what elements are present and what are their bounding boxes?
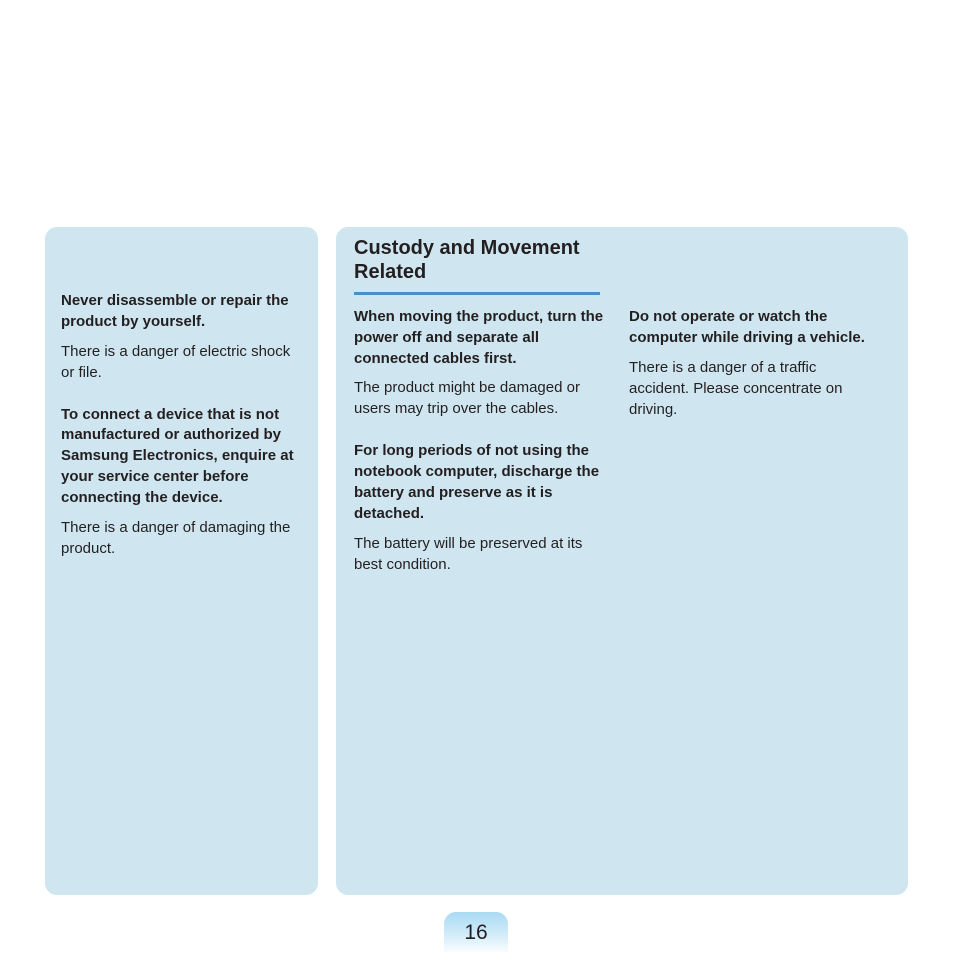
custody-column-2 [629, 307, 869, 442]
warning-heading: Never disassemble or repair the product by yourself. [61, 292, 289, 330]
warning-body: There is a danger of electric shock or file. [61, 342, 291, 381]
custody-column-1 [354, 307, 604, 597]
page-number: 16 [464, 921, 488, 944]
warning-body: There is a danger of a traffic accident. Please concentrate on driving. [629, 358, 843, 418]
warning-heading: Do not operate or watch the computer while driving a vehicle. [629, 308, 865, 346]
warning-heading: To connect a device that is not manufactured or authorized by Samsung Electronics, enquire at your service center before connecting the device. [61, 405, 294, 506]
left-warning-panel [45, 227, 318, 895]
left-warning-column [61, 291, 303, 581]
warning-body: The product might be damaged or users may trip over the cables. [354, 379, 580, 418]
custody-movement-panel [336, 227, 908, 895]
page-number-tab [444, 912, 508, 954]
warning-body: There is a danger of damaging the product. [61, 518, 291, 557]
warning-body: The battery will be preserved at its best condition. [354, 534, 583, 573]
warning-heading: For long periods of not using the notebook computer, discharge the battery and preserve as it is detached. [354, 442, 600, 522]
title-underline [354, 292, 600, 295]
warning-heading: When moving the product, turn the power off and separate all connected cables first. [354, 308, 604, 367]
section-title: Custody and Movement Related [354, 237, 580, 283]
